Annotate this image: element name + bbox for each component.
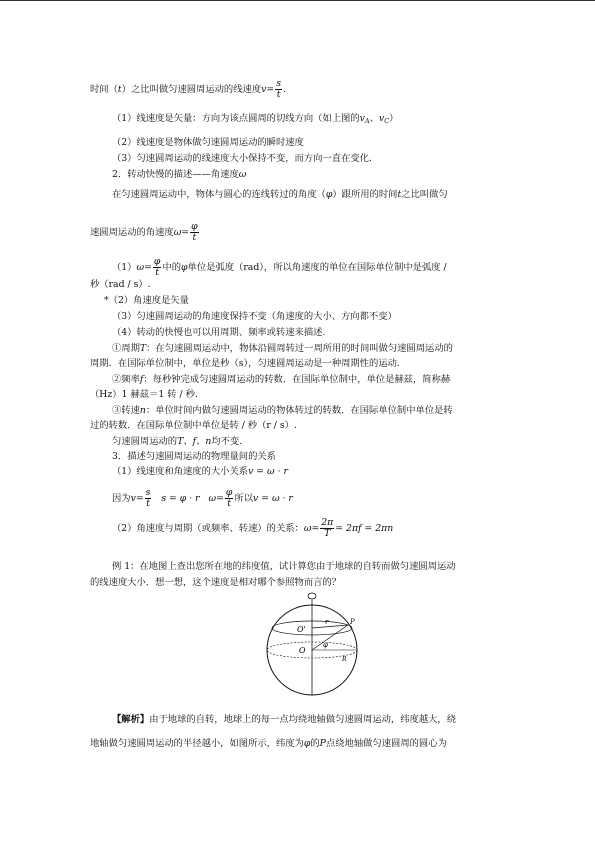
text: 2．转动快慢的描述——角速度 (112, 169, 239, 180)
numerator: φ (225, 487, 233, 498)
var-t: t (397, 189, 402, 200)
item-period-cont: 周期．在国际单位制中，单位是秒（s），匀速圆周运动是一种周期性的运动. (90, 358, 400, 369)
text: 的 (310, 738, 320, 749)
rotation-arrow-icon (308, 593, 316, 599)
label-r: r (325, 618, 329, 626)
item-frequency-cont: （Hz）1 赫兹＝1 转 / 秒. (90, 389, 198, 400)
var-omega: ω (238, 169, 247, 180)
text: ①周期 (112, 343, 140, 354)
fraction-phi-over-t (153, 257, 162, 278)
denominator: t (192, 232, 197, 243)
text: ：每秒钟完成匀速圆周运动的转数．在国际单位制中，单位是赫兹，简称赫 (143, 374, 451, 385)
formula: = 2πf = 2πn (335, 523, 394, 534)
item-angular-2: *（2）角速度是矢量 (104, 295, 189, 306)
fraction-s-over-t (275, 79, 282, 100)
text: 点绕地轴做匀速圆周的圆心为 (325, 738, 447, 749)
text: ②频率 (112, 374, 140, 385)
subscript: C (384, 117, 390, 125)
equals: = (266, 84, 275, 95)
text: 之比叫做匀 (401, 189, 448, 200)
relation-derivation (112, 488, 293, 509)
item-angular-1 (112, 257, 447, 278)
text: 速圆周运动的角速度 (90, 227, 174, 238)
text: 地轴做匀速圆周运动的半径越小，如图所示，纬度为 (90, 738, 304, 749)
equals: = (216, 493, 224, 504)
text: 因为 (112, 493, 131, 504)
numerator: 2π (321, 517, 334, 528)
text: 所以 (234, 493, 254, 504)
text: （1）线速度和角速度的大小关系 (112, 466, 249, 477)
para-linear-speed-def (90, 79, 286, 100)
var-T: T (139, 343, 147, 354)
text: （1）线速度是矢量：方向为该点圆周的切线方向（如上图的 (112, 113, 360, 124)
equals: = (144, 262, 152, 273)
item-angular-4: （4）转动的快慢也可以用周期、频率或转速来描述. (112, 327, 326, 338)
item-frequency (112, 374, 450, 386)
denominator: t (227, 498, 232, 509)
var-omega: ω (303, 523, 312, 534)
item-linear-1 (112, 113, 398, 127)
para-uniform-constants (112, 436, 242, 448)
var-P: P (319, 738, 326, 749)
text: ③转速 (112, 405, 140, 416)
var-phi: φ (181, 262, 188, 273)
numerator: s (145, 487, 151, 498)
text: 匀速圆周运动的 (112, 436, 178, 447)
var-v: v (261, 84, 267, 95)
text: （2）角速度与周期（或频率、转速）的关系： (112, 523, 304, 534)
numerator: s (276, 78, 281, 89)
period: . (282, 84, 286, 95)
equals: = (181, 227, 190, 238)
vars: T、f、n (177, 436, 212, 447)
item-linear-2: （2）线速度是物体做匀速圆周运动的瞬时速度 (112, 137, 304, 148)
label-phi: φ (323, 641, 328, 649)
text: （1） (112, 262, 137, 273)
text: 单位是弧度（rad），所以角速度的单位在国际单位制中是弧度 / (187, 262, 447, 273)
var-v: v (378, 113, 385, 124)
var-phi: φ (325, 189, 333, 200)
text: 时间（ (90, 84, 118, 95)
radius-R (312, 625, 348, 650)
formula: v = ω · r (248, 466, 288, 477)
relation-2 (112, 518, 393, 539)
heading-angular-velocity (112, 169, 246, 181)
denominator: t (146, 498, 150, 509)
solution-line-2 (90, 738, 447, 750)
var-phi: φ (303, 738, 311, 749)
var-omega: ω (208, 493, 217, 504)
var-t: t (117, 84, 122, 95)
para-angular-def-2 (90, 222, 200, 243)
solution-line-1 (112, 714, 456, 726)
label-O: O (299, 646, 306, 655)
radius-r (312, 625, 348, 628)
item-angular-3: （3）匀速圆周运动的角速度保持不变（角速度的大小、方向都不变） (112, 311, 397, 322)
denominator: T (324, 528, 331, 539)
var-omega: ω (136, 262, 145, 273)
formula: v = ω · r (253, 493, 293, 504)
numerator: φ (153, 256, 161, 267)
text: ：单位时间内做匀速圆周运动的物体转过的转数．在国际单位制中单位是转 (145, 405, 453, 416)
var-omega: ω (173, 227, 182, 238)
separator: 、 (369, 113, 379, 124)
item-linear-3: （3）匀速圆周运动的线速度大小保持不变，而方向一直在变化. (112, 153, 372, 164)
fraction-phi-over-t (190, 222, 199, 243)
item-period (112, 343, 453, 355)
fraction-s-over-t (145, 488, 152, 509)
example-1-line-1: 例 1：在地图上查出您所在地的纬度值，试计算您由于地球的自转而做匀速圆周运动 (112, 561, 456, 572)
fraction-2pi-over-T (320, 518, 334, 539)
top-rule (0, 0, 595, 1)
earth-rotation-diagram (255, 590, 375, 710)
denominator: t (276, 89, 281, 100)
item-rev-speed (112, 405, 453, 417)
heading-relations: 3．描述匀速圆周运动的物理量间的关系 (112, 451, 276, 462)
text: ） (389, 113, 399, 124)
label-O-prime: O' (297, 625, 306, 634)
text: 中的 (162, 262, 182, 273)
label-P: P (350, 618, 355, 626)
equals: = (311, 523, 320, 534)
var-n: n (139, 405, 146, 416)
text: ：在匀速圆周运动中，物体沿圆周转过一周所用的时间叫做匀速圆周运动的 (146, 343, 453, 354)
relation-1 (112, 466, 288, 478)
item-angular-1-cont: 秒（rad / s）. (90, 279, 151, 290)
text: 由于地球的自转，地球上的每一点均绕地轴做匀速圆周运动，纬度越大，绕 (149, 714, 457, 725)
var-v: v (359, 113, 365, 124)
denominator: t (155, 267, 160, 278)
subscript: A (364, 117, 370, 125)
fraction-phi-over-t (225, 488, 234, 509)
label-R: R (342, 656, 347, 663)
example-1-line-2: 的线速度大小．想一想，这个速度是相对哪个参照物而言的？ (90, 577, 342, 588)
solution-tag: 【解析】 (112, 714, 150, 725)
para-angular-def-1 (112, 189, 448, 201)
numerator: φ (191, 221, 198, 232)
text: ）跟所用的时间 (332, 189, 398, 200)
var-f: f (139, 374, 144, 385)
text: 在匀速圆周运动中，物体与圆心的连线转过的角度（ (112, 189, 326, 200)
formula: s = φ · r (161, 493, 200, 504)
text: ）之比叫做匀速圆周运动的线速度 (121, 84, 262, 95)
text: 均不变. (211, 436, 243, 447)
item-rev-speed-cont: 过的转数．在国际单位制中单位是转 / 秒（r / s）. (90, 420, 297, 431)
var-v: v (130, 493, 136, 504)
equals: = (135, 493, 144, 504)
